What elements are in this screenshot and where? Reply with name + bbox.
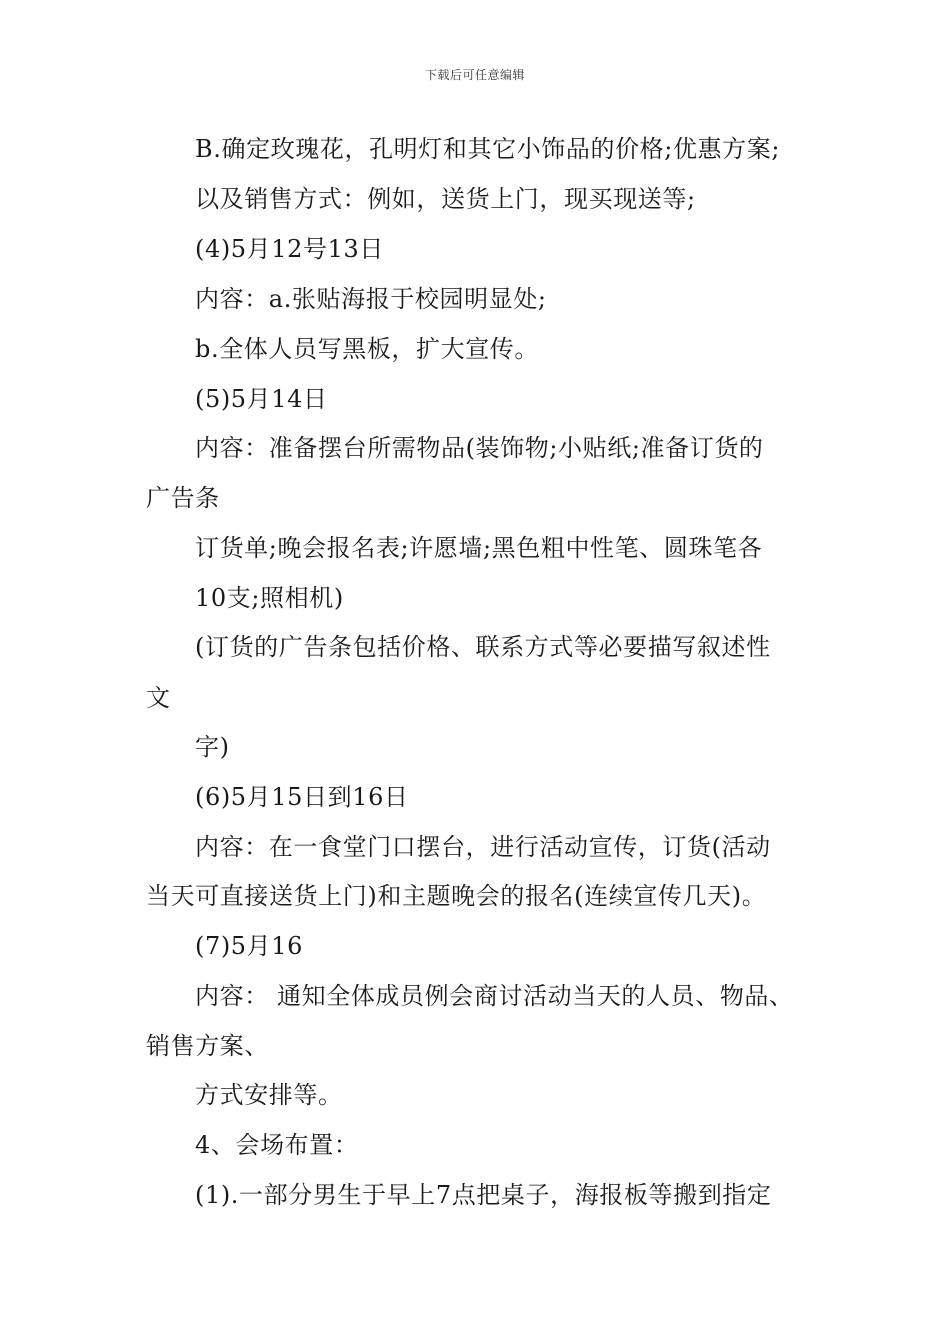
text-line: 4、会场布置： bbox=[195, 1131, 359, 1159]
text-line: 以及销售方式：例如，送货上门，现买现送等; bbox=[195, 185, 696, 213]
text-line: 内容：a.张贴海报于校园明显处; bbox=[195, 285, 547, 313]
text-line: 内容：准备摆台所需物品(装饰物;小贴纸;准备订货的 bbox=[195, 434, 764, 462]
text-line: B.确定玫瑰花，孔明灯和其它小饰品的价格;优惠方案; bbox=[195, 135, 781, 163]
text-line: (4)5月12号13日 bbox=[195, 235, 384, 263]
text-line: 广告条 bbox=[146, 484, 220, 512]
text-line: 内容：在一食堂门口摆台，进行活动宣传，订货(活动 bbox=[195, 833, 771, 861]
text-line: (订货的广告条包括价格、联系方式等必要描写叙述性 bbox=[195, 633, 771, 661]
text-line: 字) bbox=[195, 733, 230, 761]
text-line: 销售方案、 bbox=[146, 1032, 269, 1060]
text-line: 订货单;晚会报名表;许愿墙;黑色粗中性笔、圆珠笔各 bbox=[195, 534, 763, 562]
text-line: (1).一部分男生于早上7点把桌子，海报板等搬到指定 bbox=[195, 1181, 772, 1209]
text-line: b.全体人员写黑板，扩大宣传。 bbox=[195, 335, 539, 363]
text-line: 当天可直接送货上门)和主题晚会的报名(连续宣传几天)。 bbox=[146, 882, 767, 910]
text-line: (6)5月15日到16日 bbox=[195, 783, 409, 811]
text-line: 文 bbox=[146, 684, 171, 712]
text-line: 内容： 通知全体成员例会商讨活动当天的人员、物品、 bbox=[195, 982, 794, 1010]
header-note: 下载后可任意编辑 bbox=[424, 68, 525, 82]
text-line: (5)5月14日 bbox=[195, 385, 328, 413]
text-line: 10支;照相机) bbox=[195, 584, 344, 612]
text-line: 方式安排等。 bbox=[195, 1081, 343, 1109]
text-line: (7)5月16 bbox=[195, 932, 304, 960]
